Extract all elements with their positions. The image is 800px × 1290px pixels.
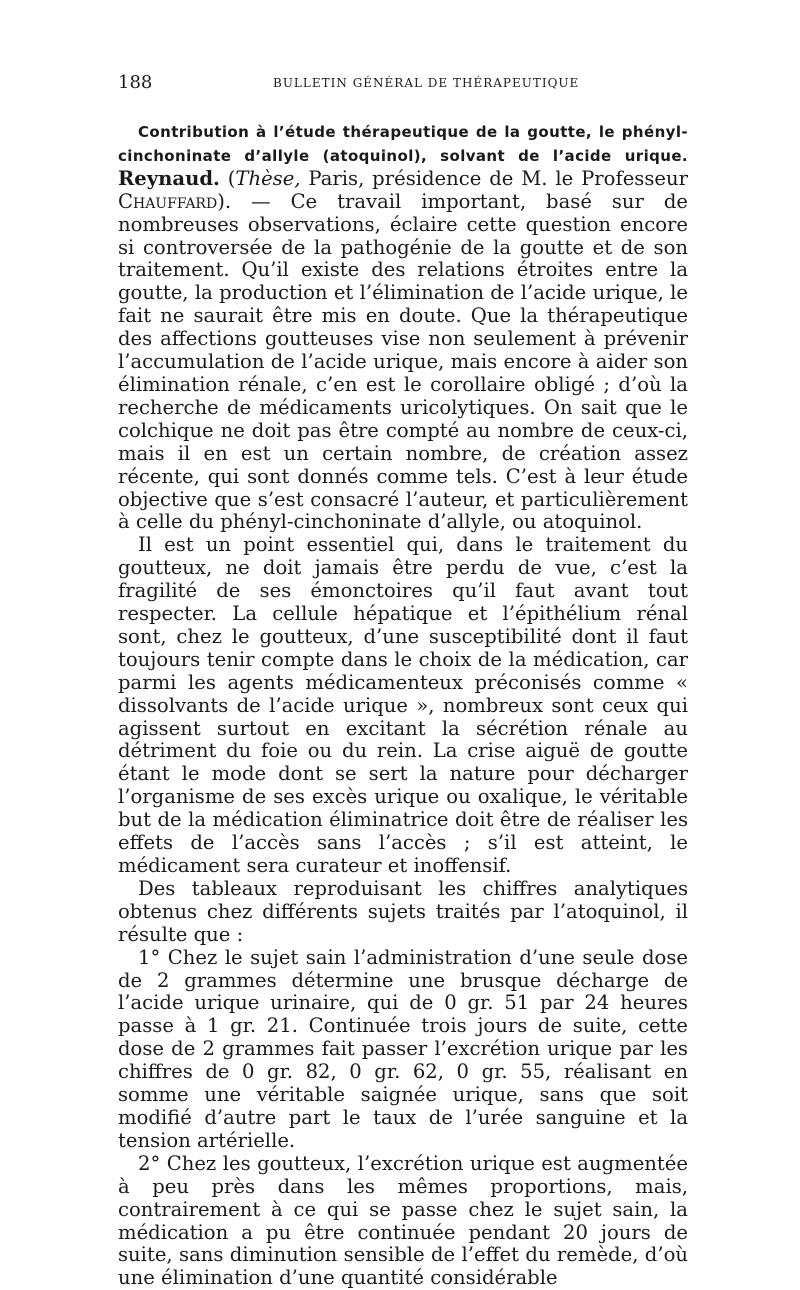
paragraph-1-text: ). — Ce travail important, basé sur de nombreuses observations, éclaire cette question encore si controversée de la pathogénie de la goutte et de son traitement. Qu’il existe des relations étroites entre la goutte, la production et l’élimination de l’acide urique, le fait ne saurait être mis en doute. Que la thérapeutique des affections goutteuses vise non seulement à prévenir l’accumulation de l’acide urique, mais encore à aider son élimination rénale, c’en est le corollaire obligé ; d’où la recherche de médicaments uricolytiques. On sait que le colchique ne doit pas être compté au nombre de ceux-ci, mais il en est un certain nombre, de création assez récente, qui sont donnés comme tels. C’est à leur étude objective que s’est consacré l’auteur, et particulièrement à celle du phényl-cinchoninate d’allyle, ou atoquinol.: [118, 189, 688, 534]
paragraph-2: Il est un point essentiel qui, dans le traitement du goutteux, ne doit jamais être perdu de vue, c’est la fragilité de ses émonctoires qu’il faut avant tout respecter. La cellule hépatique et l’épithélium rénal sont, chez le goutteux, d’une susceptibilité dont il faut toujours tenir compte dans le choix de la médication, car parmi les agents médicamenteux préconisés comme « dissolvants de l’acide urique », nombreux sont ceux qui agissent surtout en excitant la sécrétion rénale au détriment du foie ou du rein. La crise aiguë de goutte étant le mode dont se sert la nature pour décharger l’organisme de ses excès urique ou oxalique, le véritable but de la médication éliminatrice doit être de réaliser les effets de l’accès sans l’accès ; s’il est atteint, le médicament sera curateur et inoffensif.: [118, 533, 688, 877]
paragraph-3: Des tableaux reproduisant les chiffres analytiques obtenus chez différents sujets traités par l’atoquinol, il résulte que :: [118, 876, 688, 946]
paragraph-1: [118, 120, 688, 534]
professor-name: Chauffard: [118, 189, 218, 213]
page-number: 188: [118, 72, 153, 93]
paragraph-5: 2° Chez les goutteux, l’excrétion urique est augmentée à peu près dans les mêmes proportions, mais, contrairement à ce qui se passe chez le sujet sain, la médication a pu être continuée pendant 20 jours de suite, sans diminution sensible de l’effet du remède, d’où une élimination d’une quantité considérable: [118, 1151, 688, 1290]
article-body: [118, 120, 688, 1290]
page-header: [118, 72, 688, 96]
paragraph-4: 1° Chez le sujet sain l’administration d’une seule dose de 2 grammes détermine une brusque décharge de l’acide urique urinaire, qui de 0 gr. 51 par 24 heures passe à 1 gr. 21. Continuée trois jours de suite, cette dose de 2 grammes fait passer l’excrétion urique par les chiffres de 0 gr. 82, 0 gr. 62, 0 gr. 55, réalisant en somme une véritable saignée urique, sans que soit modifié d’autre part le taux de l’urée sanguine et la tension artérielle.: [118, 945, 688, 1152]
book-page: [118, 72, 688, 1290]
running-title: BULLETIN GÉNÉRAL DE THÉRAPEUTIQUE: [273, 76, 580, 90]
article-author: Reynaud.: [118, 166, 220, 190]
source-type: Thèse,: [235, 166, 301, 190]
source-detail: Paris, présidence de M. le Professeur: [300, 166, 688, 190]
article-title: Contribution à l’étude thérapeutique de la goutte, le phényl-cinchoninate d’allyle (atoquinol), solvant de l’acide urique.: [118, 123, 688, 165]
source-open: (: [227, 166, 236, 190]
